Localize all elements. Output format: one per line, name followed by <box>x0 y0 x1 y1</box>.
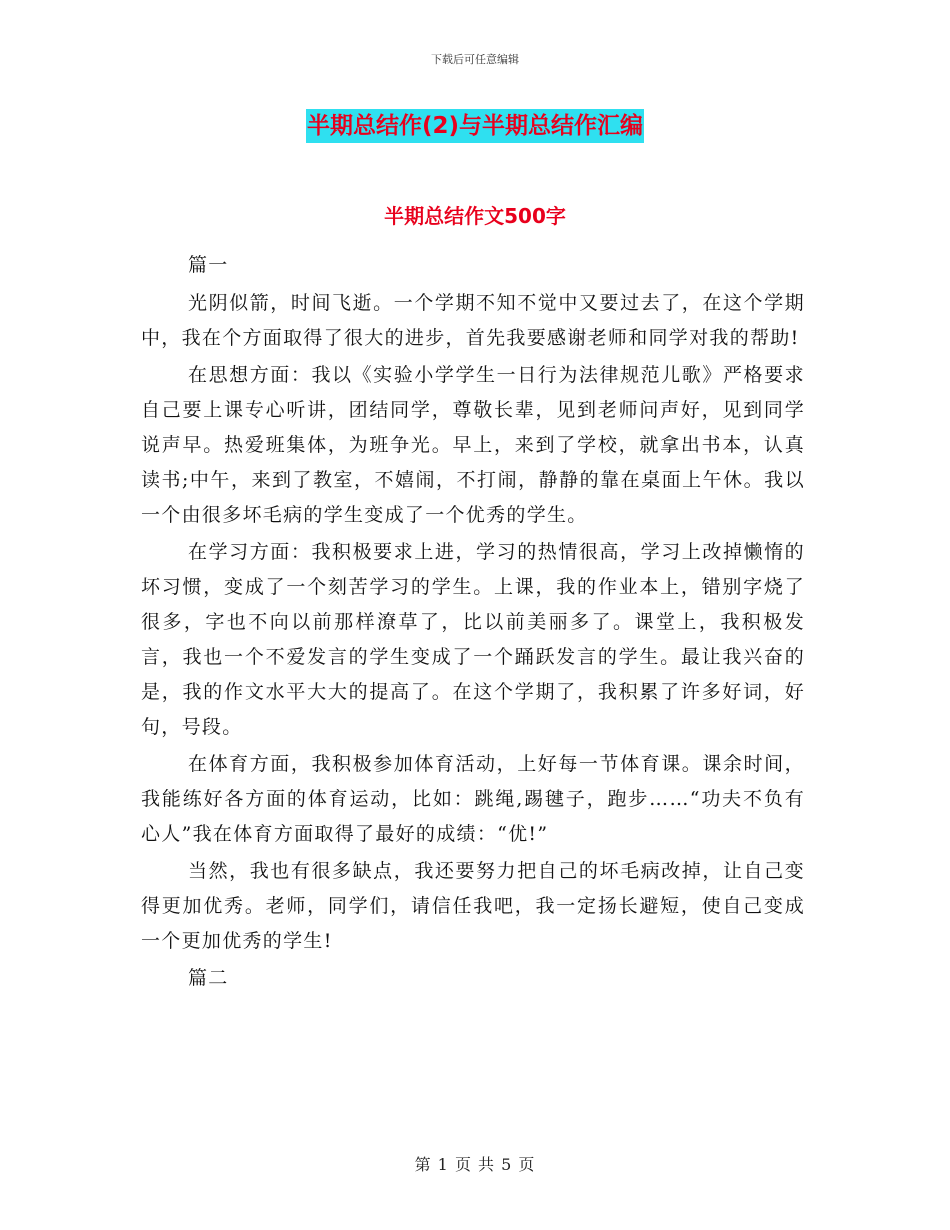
body-paragraph: 在学习方面：我积极要求上进，学习的热情很高，学习上改掉懒惰的坏习惯，变成了一个刻苦学习的学生。上课，我的作业本上，错别字烧了很多，字也不向以前那样潦草了，比以前美丽多了。课堂上，我积极发言，我也一个不爱发言的学生变成了一个踊跃发言的学生。最让我兴奋的是，我的作文水平大大的提高了。在这个学期了，我积累了许多好词，好句，号段。 <box>141 541 805 738</box>
section-heading-2: 篇二 <box>188 967 229 989</box>
page-header-note: 下载后可任意编辑 <box>431 53 519 66</box>
document-title-container <box>0 109 950 143</box>
body-paragraph: 光阴似箭，时间飞逝。一个学期不知不觉中又要过去了，在这个学期中，我在个方面取得了很大的进步，首先我要感谢老师和同学对我的帮助! <box>141 292 805 349</box>
body-paragraph: 在思想方面：我以《实验小学学生一日行为法律规范儿歌》严格要求自己要上课专心听讲，团结同学，尊敬长辈，见到老师问声好，见到同学说声早。热爱班集体，为班争光。早上，来到了学校，就拿出书本，认真读书;中午，来到了教室，不嬉闹，不打闹，静静的靠在桌面上午休。我以一个由很多坏毛病的学生变成了一个优秀的学生。 <box>141 364 805 526</box>
body-paragraph: 当然，我也有很多缺点，我还要努力把自己的坏毛病改掉，让自己变得更加优秀。老师，同学们，请信任我吧，我一定扬长避短，使自己变成一个更加优秀的学生! <box>141 860 805 952</box>
section-heading-1: 篇一 <box>188 254 229 276</box>
page-number-footer: 第 1 页 共 5 页 <box>414 1155 536 1174</box>
document-title: 半期总结作(2)与半期总结作汇编 <box>306 109 644 143</box>
document-subtitle: 半期总结作文500字 <box>384 204 566 228</box>
body-paragraph: 在体育方面，我积极参加体育活动，上好每一节体育课。课余时间，我能练好各方面的体育运动，比如：跳绳,踢毽子，跑步……“功夫不负有心人”我在体育方面取得了最好的成绩：“优!” <box>141 753 805 845</box>
document-body <box>141 248 805 999</box>
